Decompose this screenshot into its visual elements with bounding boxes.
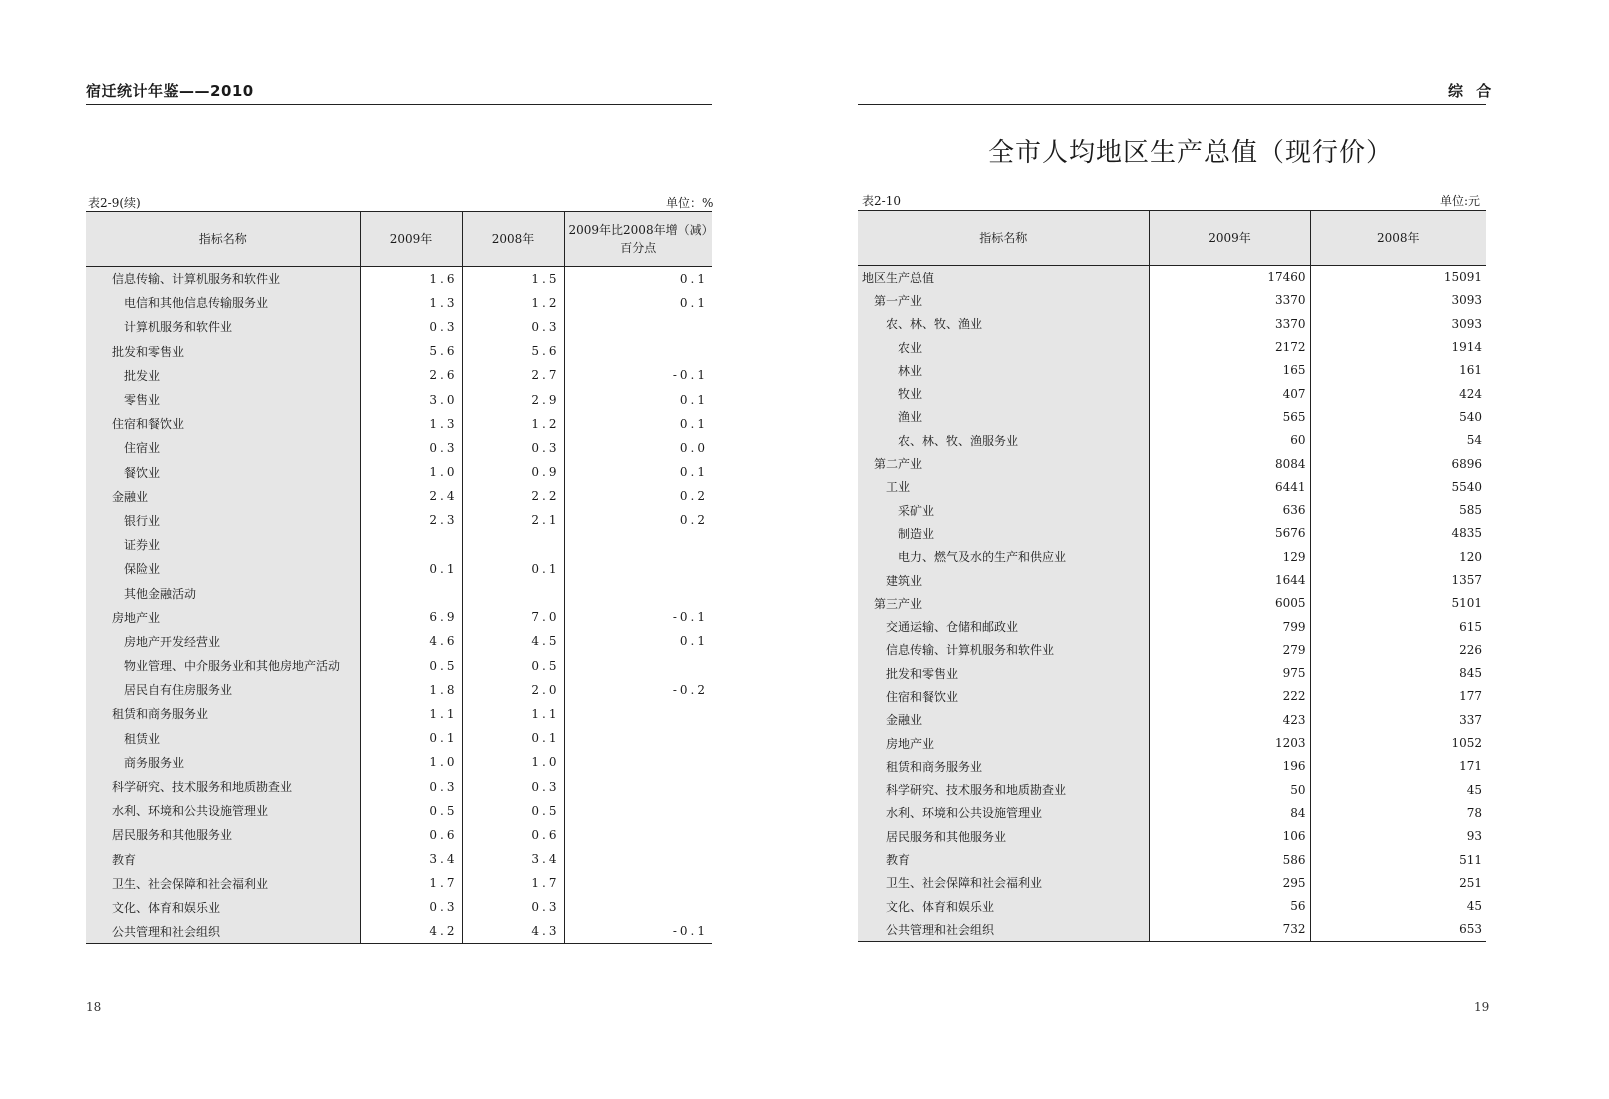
row-indicator-name: 餐饮业 bbox=[86, 460, 360, 484]
row-indicator-name: 租赁和商务服务业 bbox=[86, 702, 360, 726]
row-value-change bbox=[564, 581, 712, 605]
row-value-v2009: 1203 bbox=[1149, 731, 1310, 754]
row-indicator-name: 交通运输、仓储和邮政业 bbox=[858, 615, 1149, 638]
row-value-v2008: 5.6 bbox=[462, 339, 564, 363]
per-capita-gdp-table bbox=[858, 210, 1486, 942]
row-value-v2008: 1357 bbox=[1451, 573, 1482, 587]
row-value-change: 0.1 bbox=[679, 295, 708, 310]
row-value-v2008: 2.1 bbox=[462, 508, 564, 532]
row-value-v2009: 586 bbox=[1149, 848, 1310, 871]
row-value-v2009: 5676 bbox=[1149, 522, 1310, 545]
table-row bbox=[858, 778, 1486, 801]
row-indicator-name: 第一产业 bbox=[858, 289, 1149, 312]
row-value-v2008: 0.5 bbox=[462, 799, 564, 823]
row-value-v2009: 2.3 bbox=[360, 508, 462, 532]
table-row bbox=[86, 557, 712, 581]
unit-label-right: 单位:元 bbox=[1440, 194, 1481, 208]
row-value-change bbox=[564, 823, 712, 847]
row-value-v2009: 3370 bbox=[1149, 312, 1310, 335]
row-value-v2009: 56 bbox=[1149, 895, 1310, 918]
row-value-change: 0.1 bbox=[679, 416, 708, 431]
row-value-v2008: 0.3 bbox=[462, 895, 564, 919]
table-row bbox=[858, 755, 1486, 778]
table-row bbox=[86, 339, 712, 363]
row-value-v2009 bbox=[360, 533, 462, 557]
row-value-v2009: 0.1 bbox=[360, 726, 462, 750]
row-value-v2008: 2.9 bbox=[462, 387, 564, 411]
row-value-v2009: 6441 bbox=[1149, 475, 1310, 498]
table-row bbox=[858, 731, 1486, 754]
row-indicator-name: 金融业 bbox=[86, 484, 360, 508]
row-value-v2009: 106 bbox=[1149, 825, 1310, 848]
row-indicator-name: 房地产开发经营业 bbox=[86, 629, 360, 653]
row-value-v2008: 161 bbox=[1459, 363, 1482, 378]
table-row bbox=[86, 533, 712, 557]
row-value-change bbox=[564, 339, 712, 363]
row-value-v2008: 54 bbox=[1466, 433, 1482, 448]
row-value-v2008: 615 bbox=[1459, 619, 1482, 634]
table-row bbox=[86, 315, 712, 339]
row-value-v2008: 0.6 bbox=[462, 823, 564, 847]
table-row bbox=[86, 678, 712, 702]
page-number-left: 18 bbox=[86, 1000, 102, 1014]
row-value-v2008: 3093 bbox=[1451, 293, 1482, 308]
row-indicator-name: 租赁和商务服务业 bbox=[858, 755, 1149, 778]
table-row bbox=[86, 363, 712, 387]
row-value-v2008: 226 bbox=[1459, 642, 1482, 657]
row-indicator-name: 居民服务和其他服务业 bbox=[858, 825, 1149, 848]
table-row bbox=[86, 774, 712, 798]
row-indicator-name: 科学研究、技术服务和地质勘查业 bbox=[858, 778, 1149, 801]
row-value-v2009: 423 bbox=[1149, 708, 1310, 731]
table-row bbox=[86, 508, 712, 532]
table-row bbox=[858, 592, 1486, 615]
table-row bbox=[86, 920, 712, 944]
row-indicator-name: 第二产业 bbox=[858, 452, 1149, 475]
header-change-line2: 百分点 bbox=[620, 241, 657, 255]
table-row bbox=[86, 605, 712, 629]
header-indicator-name: 指标名称 bbox=[86, 212, 360, 267]
row-indicator-name: 公共管理和社会组织 bbox=[86, 920, 360, 944]
row-value-v2008: 45 bbox=[1466, 782, 1482, 797]
row-value-change bbox=[564, 799, 712, 823]
row-value-v2008: 251 bbox=[1459, 875, 1482, 890]
row-value-v2008: 0.3 bbox=[462, 315, 564, 339]
row-value-v2009: 3370 bbox=[1149, 289, 1310, 312]
row-value-v2009: 0.3 bbox=[360, 436, 462, 460]
header-2009: 2009年 bbox=[1149, 211, 1310, 266]
table-row bbox=[858, 708, 1486, 731]
table-row bbox=[858, 405, 1486, 428]
table-row bbox=[858, 801, 1486, 824]
share-table bbox=[86, 211, 712, 944]
row-value-v2008: 3093 bbox=[1451, 316, 1482, 331]
page-title: 全市人均地区生产总值（现行价） bbox=[988, 138, 1394, 168]
row-value-v2008: 2.0 bbox=[462, 678, 564, 702]
row-value-v2008: 424 bbox=[1459, 386, 1482, 401]
row-value-v2009: 1.7 bbox=[360, 871, 462, 895]
row-value-v2008: 1.1 bbox=[462, 702, 564, 726]
table-row bbox=[858, 312, 1486, 335]
row-value-v2009: 0.5 bbox=[360, 654, 462, 678]
row-value-v2009: 196 bbox=[1149, 755, 1310, 778]
row-value-change bbox=[564, 750, 712, 774]
table-row bbox=[86, 726, 712, 750]
header-rule-right bbox=[858, 104, 1486, 105]
row-indicator-name: 住宿和餐饮业 bbox=[858, 685, 1149, 708]
row-value-v2008: 171 bbox=[1459, 759, 1482, 774]
table-row bbox=[858, 848, 1486, 871]
row-value-v2008: 78 bbox=[1466, 805, 1482, 820]
row-indicator-name: 房地产业 bbox=[858, 731, 1149, 754]
row-indicator-name: 农业 bbox=[858, 335, 1149, 358]
row-value-v2008: 45 bbox=[1466, 899, 1482, 914]
row-indicator-name: 卫生、社会保障和社会福利业 bbox=[86, 871, 360, 895]
row-value-change bbox=[564, 774, 712, 798]
row-value-v2009: 8084 bbox=[1149, 452, 1310, 475]
row-value-v2009: 0.3 bbox=[360, 774, 462, 798]
row-indicator-name: 科学研究、技术服务和地质勘查业 bbox=[86, 774, 360, 798]
row-indicator-name: 农、林、牧、渔服务业 bbox=[858, 429, 1149, 452]
header-rule-left bbox=[86, 104, 712, 105]
row-value-v2009: 2172 bbox=[1149, 335, 1310, 358]
row-indicator-name: 农、林、牧、渔业 bbox=[858, 312, 1149, 335]
row-value-v2009: 50 bbox=[1149, 778, 1310, 801]
row-value-change bbox=[564, 895, 712, 919]
row-value-v2008: 15091 bbox=[1443, 270, 1482, 285]
table-row bbox=[858, 918, 1486, 941]
table-row bbox=[86, 847, 712, 871]
table-row bbox=[86, 750, 712, 774]
row-value-v2009: 0.3 bbox=[360, 315, 462, 339]
row-indicator-name: 信息传输、计算机服务和软件业 bbox=[86, 267, 360, 291]
table-row bbox=[858, 871, 1486, 894]
row-value-v2008: 93 bbox=[1466, 829, 1482, 844]
row-indicator-name: 商务服务业 bbox=[86, 750, 360, 774]
table-row bbox=[86, 895, 712, 919]
table-row bbox=[858, 825, 1486, 848]
row-indicator-name: 物业管理、中介服务业和其他房地产活动 bbox=[86, 654, 360, 678]
row-indicator-name: 居民自有住房服务业 bbox=[86, 678, 360, 702]
row-value-v2009: 3.4 bbox=[360, 847, 462, 871]
row-value-v2009: 3.0 bbox=[360, 387, 462, 411]
row-indicator-name: 批发和零售业 bbox=[858, 662, 1149, 685]
table-row bbox=[86, 267, 712, 291]
row-value-v2008: 4.5 bbox=[462, 629, 564, 653]
row-value-v2008: 653 bbox=[1310, 918, 1486, 941]
row-value-v2008: 1.2 bbox=[462, 412, 564, 436]
row-value-change bbox=[564, 847, 712, 871]
row-indicator-name: 制造业 bbox=[858, 522, 1149, 545]
row-indicator-name: 其他金融活动 bbox=[86, 581, 360, 605]
row-value-v2009: 0.1 bbox=[360, 557, 462, 581]
row-indicator-name: 证券业 bbox=[86, 533, 360, 557]
table-number-left: 表2-9(续) bbox=[88, 196, 141, 210]
row-indicator-name: 保险业 bbox=[86, 557, 360, 581]
table-row bbox=[858, 895, 1486, 918]
row-value-v2008: 0.1 bbox=[462, 557, 564, 581]
row-value-v2008: 5101 bbox=[1451, 596, 1482, 611]
table-row bbox=[858, 452, 1486, 475]
row-indicator-name: 住宿业 bbox=[86, 436, 360, 460]
row-indicator-name: 住宿和餐饮业 bbox=[86, 412, 360, 436]
row-value-change: 0.1 bbox=[679, 271, 708, 286]
row-indicator-name: 批发业 bbox=[86, 363, 360, 387]
table-row bbox=[858, 289, 1486, 312]
row-value-v2008: 2.7 bbox=[462, 363, 564, 387]
row-value-v2008 bbox=[462, 581, 564, 605]
right-page bbox=[800, 0, 1609, 1099]
row-value-v2008 bbox=[462, 533, 564, 557]
table-row bbox=[858, 429, 1486, 452]
row-value-v2008: 6896 bbox=[1451, 456, 1482, 471]
table-row bbox=[858, 359, 1486, 382]
table-row bbox=[86, 412, 712, 436]
row-indicator-name: 居民服务和其他服务业 bbox=[86, 823, 360, 847]
table-row bbox=[86, 823, 712, 847]
row-value-v2009: 4.6 bbox=[360, 629, 462, 653]
row-indicator-name: 金融业 bbox=[858, 708, 1149, 731]
row-value-change bbox=[564, 315, 712, 339]
row-value-v2008: 845 bbox=[1459, 666, 1482, 681]
header-indicator-name: 指标名称 bbox=[858, 211, 1149, 266]
row-value-change bbox=[564, 654, 712, 678]
row-value-v2009: 2.4 bbox=[360, 484, 462, 508]
row-indicator-name: 水利、环境和公共设施管理业 bbox=[858, 801, 1149, 824]
row-indicator-name: 批发和零售业 bbox=[86, 339, 360, 363]
row-value-v2008: 4.3 bbox=[462, 920, 564, 944]
row-indicator-name: 银行业 bbox=[86, 508, 360, 532]
running-head-right: 综 合 bbox=[1448, 82, 1496, 100]
table-row bbox=[858, 498, 1486, 521]
row-value-v2008: 4835 bbox=[1451, 526, 1482, 541]
row-value-v2008: 1.7 bbox=[462, 871, 564, 895]
row-value-v2009: 60 bbox=[1149, 429, 1310, 452]
row-indicator-name: 信息传输、计算机服务和软件业 bbox=[858, 638, 1149, 661]
row-value-v2008: 3.4 bbox=[462, 847, 564, 871]
row-value-v2009: 84 bbox=[1149, 801, 1310, 824]
row-value-v2008: 1914 bbox=[1451, 340, 1482, 355]
row-value-v2009: 295 bbox=[1149, 871, 1310, 894]
row-indicator-name: 文化、体育和娱乐业 bbox=[858, 895, 1149, 918]
row-indicator-name: 卫生、社会保障和社会福利业 bbox=[858, 871, 1149, 894]
row-value-v2009: 1.3 bbox=[360, 412, 462, 436]
row-value-v2008: 337 bbox=[1459, 712, 1482, 727]
row-value-v2009: 1.1 bbox=[360, 702, 462, 726]
table-row bbox=[858, 615, 1486, 638]
row-value-change: -0.1 bbox=[672, 368, 708, 383]
row-value-v2008: 120 bbox=[1459, 549, 1482, 564]
row-indicator-name: 水利、环境和公共设施管理业 bbox=[86, 799, 360, 823]
row-value-change bbox=[564, 702, 712, 726]
table-row bbox=[858, 475, 1486, 498]
row-indicator-name: 采矿业 bbox=[858, 498, 1149, 521]
header-change-line1: 2009年比2008年增（减） bbox=[568, 223, 714, 237]
row-value-v2009: 1.0 bbox=[360, 750, 462, 774]
row-value-change: 0.2 bbox=[679, 489, 708, 504]
row-indicator-name: 房地产业 bbox=[86, 605, 360, 629]
row-value-v2008: 0.1 bbox=[462, 726, 564, 750]
row-indicator-name: 工业 bbox=[858, 475, 1149, 498]
table-row bbox=[86, 387, 712, 411]
row-indicator-name: 建筑业 bbox=[858, 568, 1149, 591]
table-row bbox=[858, 266, 1486, 289]
row-value-v2008: 1.5 bbox=[462, 267, 564, 291]
row-value-v2009: 5.6 bbox=[360, 339, 462, 363]
page-number-right: 19 bbox=[1474, 1000, 1490, 1014]
row-value-change bbox=[564, 871, 712, 895]
row-value-v2008: 1.0 bbox=[462, 750, 564, 774]
table-row bbox=[858, 545, 1486, 568]
row-value-v2009: 222 bbox=[1149, 685, 1310, 708]
table-row bbox=[858, 568, 1486, 591]
row-value-v2009: 636 bbox=[1149, 498, 1310, 521]
row-value-v2008: 7.0 bbox=[462, 605, 564, 629]
running-head-left: 宿迁统计年鉴——2010 bbox=[86, 82, 254, 100]
row-value-v2009: 0.6 bbox=[360, 823, 462, 847]
row-indicator-name: 渔业 bbox=[858, 405, 1149, 428]
left-page bbox=[0, 0, 800, 1099]
row-value-change: 0.0 bbox=[679, 440, 708, 455]
row-value-v2009: 799 bbox=[1149, 615, 1310, 638]
row-value-v2009: 407 bbox=[1149, 382, 1310, 405]
row-value-v2008: 2.2 bbox=[462, 484, 564, 508]
row-value-v2008: 511 bbox=[1459, 852, 1482, 867]
header-2008: 2008年 bbox=[462, 212, 564, 267]
row-indicator-name: 地区生产总值 bbox=[858, 266, 1149, 289]
table-row bbox=[86, 654, 712, 678]
table-row bbox=[86, 291, 712, 315]
row-value-change bbox=[564, 726, 712, 750]
row-value-v2009: 6.9 bbox=[360, 605, 462, 629]
row-value-v2008: 5540 bbox=[1451, 479, 1482, 494]
table-row bbox=[86, 581, 712, 605]
unit-label-left: 单位：% bbox=[666, 196, 714, 210]
row-value-change: 0.1 bbox=[679, 465, 708, 480]
table-row bbox=[86, 702, 712, 726]
row-value-v2009: 975 bbox=[1149, 662, 1310, 685]
table-row bbox=[86, 629, 712, 653]
row-value-v2008: 1052 bbox=[1451, 736, 1482, 751]
row-value-v2008: 0.5 bbox=[462, 654, 564, 678]
row-indicator-name: 租赁业 bbox=[86, 726, 360, 750]
row-value-change: -0.1 bbox=[672, 610, 708, 625]
row-indicator-name: 公共管理和社会组织 bbox=[858, 918, 1149, 941]
row-indicator-name: 零售业 bbox=[86, 387, 360, 411]
row-value-v2009: 165 bbox=[1149, 359, 1310, 382]
row-value-v2009: 279 bbox=[1149, 638, 1310, 661]
table-row bbox=[858, 522, 1486, 545]
header-2008: 2008年 bbox=[1310, 211, 1486, 266]
row-indicator-name: 教育 bbox=[858, 848, 1149, 871]
table-row bbox=[86, 799, 712, 823]
row-value-v2009: 6005 bbox=[1149, 592, 1310, 615]
row-value-v2008: 177 bbox=[1459, 689, 1482, 704]
row-indicator-name: 电力、燃气及水的生产和供应业 bbox=[858, 545, 1149, 568]
table-row bbox=[86, 484, 712, 508]
row-value-v2009: 129 bbox=[1149, 545, 1310, 568]
row-value-change: 0.1 bbox=[679, 634, 708, 649]
row-indicator-name: 第三产业 bbox=[858, 592, 1149, 615]
header-change bbox=[564, 212, 712, 267]
row-indicator-name: 教育 bbox=[86, 847, 360, 871]
row-value-v2009: 1.6 bbox=[360, 267, 462, 291]
row-value-v2008: 0.3 bbox=[462, 774, 564, 798]
header-2009: 2009年 bbox=[360, 212, 462, 267]
row-value-change: 0.1 bbox=[679, 392, 708, 407]
row-value-v2009: 17460 bbox=[1149, 266, 1310, 289]
row-value-change bbox=[564, 557, 712, 581]
row-value-v2008: 0.3 bbox=[462, 436, 564, 460]
row-value-v2008: 585 bbox=[1459, 503, 1482, 518]
table-number-right: 表2-10 bbox=[862, 194, 901, 208]
row-value-v2009: 2.6 bbox=[360, 363, 462, 387]
row-value-v2009: 732 bbox=[1149, 918, 1310, 941]
row-value-change: 0.2 bbox=[679, 513, 708, 528]
row-value-v2009: 4.2 bbox=[360, 920, 462, 944]
row-value-v2009: 1.0 bbox=[360, 460, 462, 484]
row-value-v2008: 1.2 bbox=[462, 291, 564, 315]
table-row bbox=[858, 335, 1486, 358]
row-value-v2009: 565 bbox=[1149, 405, 1310, 428]
row-value-v2009: 1.3 bbox=[360, 291, 462, 315]
row-value-v2009: 1644 bbox=[1149, 568, 1310, 591]
row-value-v2009 bbox=[360, 581, 462, 605]
table-row bbox=[858, 382, 1486, 405]
row-indicator-name: 文化、体育和娱乐业 bbox=[86, 895, 360, 919]
row-value-change: -0.1 bbox=[564, 920, 712, 944]
row-value-change: -0.2 bbox=[672, 682, 708, 697]
row-value-v2009: 1.8 bbox=[360, 678, 462, 702]
row-value-v2008: 0.9 bbox=[462, 460, 564, 484]
row-value-v2009: 0.3 bbox=[360, 895, 462, 919]
row-indicator-name: 计算机服务和软件业 bbox=[86, 315, 360, 339]
table-row bbox=[858, 685, 1486, 708]
table-row bbox=[858, 638, 1486, 661]
table-row bbox=[858, 662, 1486, 685]
row-value-v2008: 540 bbox=[1459, 409, 1482, 424]
table-row bbox=[86, 871, 712, 895]
row-value-v2009: 0.5 bbox=[360, 799, 462, 823]
row-indicator-name: 林业 bbox=[858, 359, 1149, 382]
table-row bbox=[86, 436, 712, 460]
row-indicator-name: 牧业 bbox=[858, 382, 1149, 405]
row-value-change bbox=[564, 533, 712, 557]
table-row bbox=[86, 460, 712, 484]
row-indicator-name: 电信和其他信息传输服务业 bbox=[86, 291, 360, 315]
